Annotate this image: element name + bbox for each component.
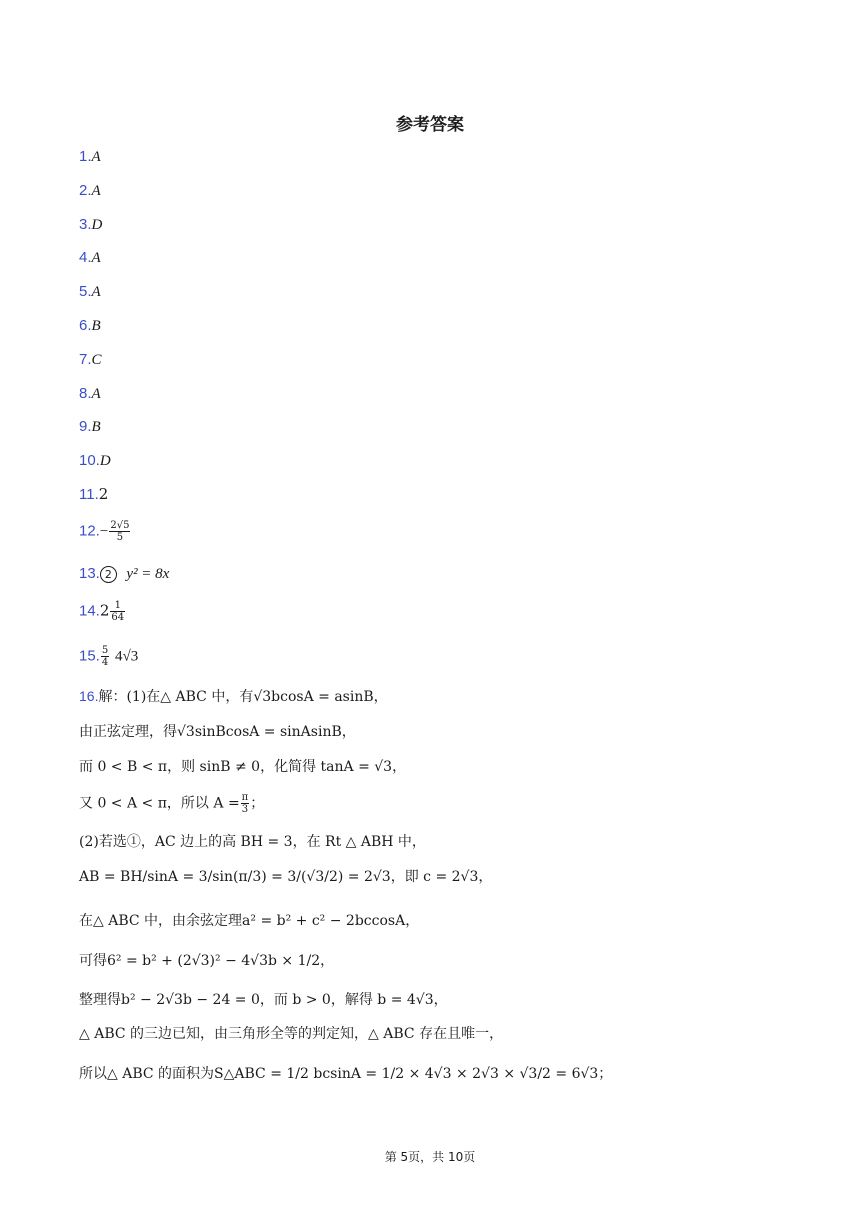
solution-line-6: AB = BH/sinA = 3/sin(π/3) = 3/(√3/2) = 2√3，即 c = 2√3， — [79, 869, 493, 885]
solution-line-7: 在△ ABC 中，由余弦定理a² = b² + c² − 2bccosA， — [79, 913, 420, 929]
solution-line-1 — [79, 686, 388, 707]
answer-value: B — [91, 419, 101, 435]
answer-number: 15. — [79, 647, 100, 665]
solution-line-8: 可得6² = b² + (2√3)² − 4√3b × 1/2， — [79, 953, 335, 969]
answer-item — [79, 315, 101, 336]
answer-value: A — [91, 250, 101, 266]
answer-number: 14. — [79, 602, 100, 620]
answer-value: 4√3 — [115, 648, 139, 665]
whole-part: 2 — [99, 601, 110, 620]
answer-number: 11. — [79, 486, 99, 503]
solution-line-5: (2)若选①，AC 边上的高 BH = 3，在 Rt △ ABH 中， — [79, 834, 426, 850]
answer-number: 13. — [79, 565, 100, 582]
answer-item — [79, 247, 101, 268]
answer-number: 6. — [79, 317, 92, 334]
answer-number: 16. — [79, 688, 99, 704]
solution-line-10: △ ABC 的三边已知，由三角形全等的判定知，△ ABC 存在且唯一， — [79, 1026, 504, 1042]
answer-number: 8. — [79, 385, 92, 402]
solution-text: ； — [250, 795, 265, 812]
numerator: 5 — [101, 645, 109, 656]
answer-value: 2 — [98, 485, 109, 503]
answer-item — [79, 383, 101, 404]
answer-item — [79, 484, 108, 505]
answer-12 — [79, 520, 131, 543]
answer-item — [79, 214, 102, 235]
answer-number: 5. — [79, 283, 92, 300]
answer-value: D — [91, 217, 103, 233]
answer-15 — [79, 645, 138, 668]
answer-value: C — [91, 352, 102, 368]
answer-item — [79, 416, 101, 437]
answer-item — [79, 180, 101, 201]
answer-item — [79, 349, 102, 370]
answer-value: D — [99, 453, 111, 469]
fraction — [109, 520, 130, 543]
answer-value: B — [91, 318, 101, 334]
answer-number: 4. — [79, 249, 92, 266]
answer-value: A — [91, 183, 101, 199]
answer-value: A — [91, 284, 101, 300]
answer-13 — [79, 563, 169, 584]
answer-number: 3. — [79, 216, 92, 233]
solution-text: 解：(1)在△ ABC 中，有√3bcosA = asinB， — [98, 689, 388, 705]
answer-value: A — [91, 149, 101, 165]
answer-value: y² = 8x — [126, 566, 170, 582]
answer-number: 12. — [79, 522, 100, 540]
numerator: 2√5 — [110, 520, 130, 531]
numerator: π — [241, 792, 249, 803]
answer-value: A — [91, 386, 101, 402]
answer-item — [79, 450, 111, 471]
answer-number: 9. — [79, 418, 92, 435]
answer-number: 10. — [79, 452, 100, 469]
solution-line-11: 所以△ ABC 的面积为S△ABC = 1/2 bcsinA = 1/2 × 4√3 × 2√3 × √3/2 = 6√3； — [79, 1066, 613, 1082]
denominator: 3 — [241, 804, 249, 815]
page-title: 参考答案 — [396, 115, 464, 135]
minus-sign: − — [99, 523, 109, 540]
answer-item — [79, 281, 101, 302]
solution-line-4 — [79, 792, 264, 815]
solution-line-9: 整理得b² − 2√3b − 24 = 0，而 b > 0，解得 b = 4√3， — [79, 992, 448, 1008]
answer-14 — [79, 600, 126, 623]
solution-line-2: 由正弦定理，得√3sinBcosA = sinAsinB， — [79, 724, 356, 740]
answer-number: 2. — [79, 182, 92, 199]
fraction — [101, 645, 109, 668]
denominator: 4 — [101, 657, 109, 668]
circled-number: 2 — [100, 566, 117, 583]
solution-line-3: 而 0 < B < π，则 sinB ≠ 0，化简得 tanA = √3， — [79, 759, 407, 775]
fraction — [241, 792, 250, 815]
denominator: 64 — [111, 612, 125, 623]
page-footer: 第 5页，共 10页 — [384, 1150, 476, 1164]
answer-number: 1. — [79, 148, 92, 165]
solution-text: 又 0 < A < π，所以 A = — [79, 795, 240, 812]
answer-item — [79, 146, 101, 167]
denominator: 5 — [116, 532, 124, 543]
numerator: 1 — [110, 600, 125, 612]
answer-number: 7. — [79, 351, 92, 368]
fraction — [110, 600, 125, 623]
